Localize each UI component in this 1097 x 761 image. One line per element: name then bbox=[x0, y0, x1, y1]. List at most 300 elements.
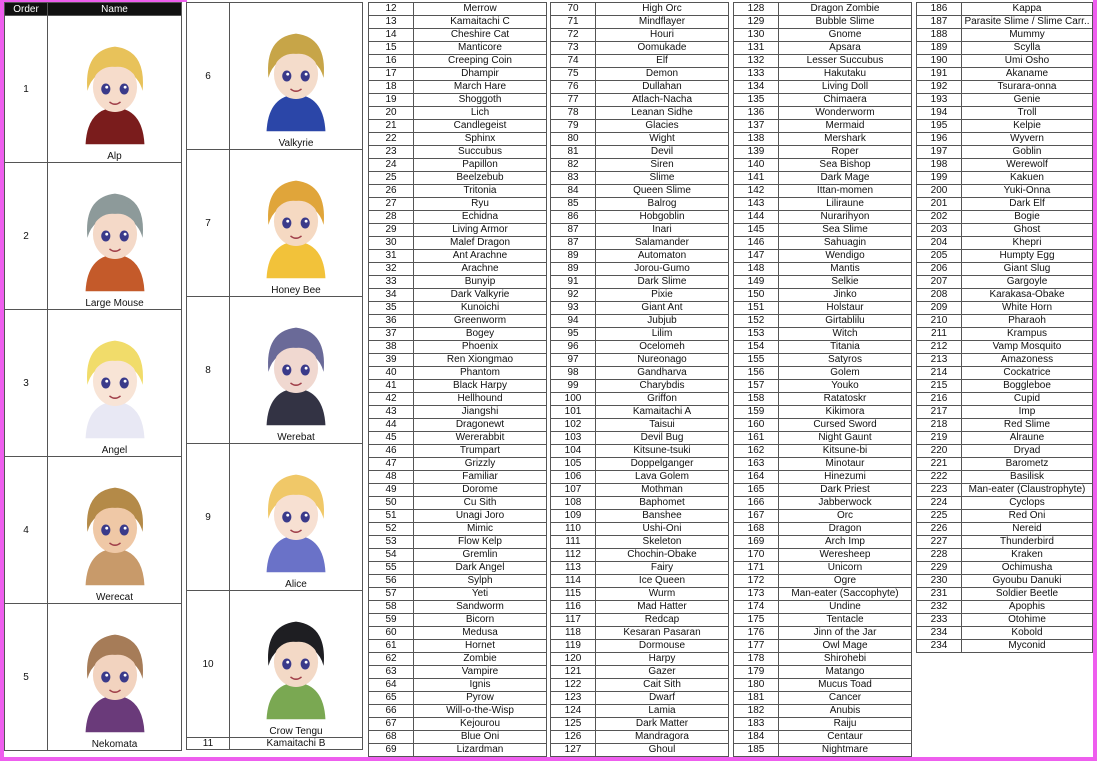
ranking-row bbox=[369, 55, 547, 68]
monster-name: Pixie bbox=[596, 289, 729, 302]
rank-number: 195 bbox=[917, 120, 962, 133]
portrait-eye-shine bbox=[286, 367, 289, 370]
monster-name: Humpty Egg bbox=[962, 250, 1093, 263]
ranking-row bbox=[551, 614, 729, 627]
rank-number: 60 bbox=[369, 627, 414, 640]
character-cell bbox=[230, 591, 363, 738]
monster-name: Wererabbit bbox=[414, 432, 547, 445]
rank-number: 139 bbox=[734, 146, 779, 159]
ranking-row bbox=[734, 328, 912, 341]
portrait-left-eye bbox=[101, 377, 110, 388]
monster-name: Dwarf bbox=[596, 692, 729, 705]
ranking-row bbox=[551, 705, 729, 718]
rank-number: 97 bbox=[551, 354, 596, 367]
rank-number: 61 bbox=[369, 640, 414, 653]
ranking-row bbox=[734, 250, 912, 263]
character-name: Werebat bbox=[230, 432, 362, 443]
ranking-row bbox=[551, 29, 729, 42]
monster-name: Umi Osho bbox=[962, 55, 1093, 68]
monster-name: Cancer bbox=[779, 692, 912, 705]
character-cell bbox=[230, 3, 363, 150]
ranking-row bbox=[917, 328, 1093, 341]
monster-name: Wendigo bbox=[779, 250, 912, 263]
portrait-eye-shine bbox=[305, 661, 308, 664]
portrait-right-eye bbox=[301, 364, 310, 375]
ranking-row bbox=[734, 211, 912, 224]
rank-number: 113 bbox=[551, 562, 596, 575]
monster-name: Kamaitachi C bbox=[414, 16, 547, 29]
ranking-row bbox=[369, 718, 547, 731]
monster-name: Kitsune-tsuki bbox=[596, 445, 729, 458]
rank-number: 4 bbox=[5, 457, 48, 604]
ranking-row bbox=[369, 120, 547, 133]
monster-name: Girtablilu bbox=[779, 315, 912, 328]
ranking-row bbox=[5, 457, 182, 604]
monster-name: Lich bbox=[414, 107, 547, 120]
monster-name: Siren bbox=[596, 159, 729, 172]
monster-name: High Orc bbox=[596, 3, 729, 16]
ranking-row bbox=[734, 159, 912, 172]
ranking-row bbox=[369, 640, 547, 653]
ranking-row bbox=[917, 510, 1093, 523]
ranking-row bbox=[369, 458, 547, 471]
ranking-row bbox=[369, 575, 547, 588]
portrait-eye-shine bbox=[105, 527, 108, 530]
ranking-row bbox=[734, 536, 912, 549]
rank-number: 176 bbox=[734, 627, 779, 640]
monster-name: Ryu bbox=[414, 198, 547, 211]
ranking-row bbox=[187, 591, 363, 738]
rank-number: 77 bbox=[551, 94, 596, 107]
rank-number: 3 bbox=[5, 310, 48, 457]
rank-number: 164 bbox=[734, 471, 779, 484]
monster-name: Merrow bbox=[414, 3, 547, 16]
monster-name: Banshee bbox=[596, 510, 729, 523]
portrait-body bbox=[85, 107, 144, 144]
monster-name: Apsara bbox=[779, 42, 912, 55]
monster-name: Mantis bbox=[779, 263, 912, 276]
rank-number: 89 bbox=[551, 263, 596, 276]
monster-name: Khepri bbox=[962, 237, 1093, 250]
monster-name: Pyrow bbox=[414, 692, 547, 705]
rank-number: 121 bbox=[551, 666, 596, 679]
ranking-row bbox=[734, 432, 912, 445]
rank-number: 28 bbox=[369, 211, 414, 224]
portrait-eye-shine bbox=[105, 86, 108, 89]
ranking-row bbox=[917, 536, 1093, 549]
rank-number: 87 bbox=[551, 237, 596, 250]
monster-name: Sandworm bbox=[414, 601, 547, 614]
portrait-eye-shine bbox=[123, 527, 126, 530]
ranking-row bbox=[369, 588, 547, 601]
rank-number: 14 bbox=[369, 29, 414, 42]
character-name: Kamaitachi B bbox=[230, 738, 363, 750]
monster-name: Ocelomeh bbox=[596, 341, 729, 354]
ranking-row bbox=[5, 310, 182, 457]
rank-number: 178 bbox=[734, 653, 779, 666]
monster-name: Chimaera bbox=[779, 94, 912, 107]
rank-number: 214 bbox=[917, 367, 962, 380]
rank-number: 146 bbox=[734, 237, 779, 250]
ranking-row bbox=[551, 731, 729, 744]
ranking-row bbox=[917, 406, 1093, 419]
illustrated-ranking-right bbox=[186, 2, 363, 750]
rank-number: 19 bbox=[369, 94, 414, 107]
ranking-row bbox=[734, 575, 912, 588]
rank-number: 54 bbox=[369, 549, 414, 562]
ranking-row bbox=[734, 68, 912, 81]
rank-number: 208 bbox=[917, 289, 962, 302]
character-name: Werecat bbox=[48, 592, 181, 603]
ranking-row bbox=[734, 172, 912, 185]
ranking-row bbox=[551, 133, 729, 146]
rank-number: 7 bbox=[187, 150, 230, 297]
ranking-row bbox=[369, 484, 547, 497]
monster-name: Living Armor bbox=[414, 224, 547, 237]
ranking-row bbox=[551, 653, 729, 666]
monster-name: Boggleboe bbox=[962, 380, 1093, 393]
ranking-row bbox=[551, 471, 729, 484]
ranking-row bbox=[551, 562, 729, 575]
rank-number: 67 bbox=[369, 718, 414, 731]
rank-number: 152 bbox=[734, 315, 779, 328]
rank-number: 100 bbox=[551, 393, 596, 406]
rank-number: 180 bbox=[734, 679, 779, 692]
rank-number: 163 bbox=[734, 458, 779, 471]
rank-number: 50 bbox=[369, 497, 414, 510]
ranking-row bbox=[551, 224, 729, 237]
monster-name: Malef Dragon bbox=[414, 237, 547, 250]
ranking-row bbox=[734, 380, 912, 393]
character-name: Alp bbox=[48, 151, 181, 162]
ranking-row bbox=[551, 107, 729, 120]
rank-number: 201 bbox=[917, 198, 962, 211]
portrait-body bbox=[267, 241, 326, 278]
character-name: Alice bbox=[230, 579, 362, 590]
rank-number: 119 bbox=[551, 640, 596, 653]
ranking-header bbox=[4, 2, 182, 16]
monster-name: Hornet bbox=[414, 640, 547, 653]
ranking-row bbox=[734, 289, 912, 302]
monster-name: Raiju bbox=[779, 718, 912, 731]
rank-number: 117 bbox=[551, 614, 596, 627]
monster-name: Selkie bbox=[779, 276, 912, 289]
monster-name: Grizzly bbox=[414, 458, 547, 471]
monster-name: Jiangshi bbox=[414, 406, 547, 419]
ranking-row bbox=[551, 458, 729, 471]
monster-name: Mucus Toad bbox=[779, 679, 912, 692]
monster-name: Flow Kelp bbox=[414, 536, 547, 549]
monster-name: Gandharva bbox=[596, 367, 729, 380]
monster-name: Kamaitachi A bbox=[596, 406, 729, 419]
monster-name: Yuki-Onna bbox=[962, 185, 1093, 198]
rank-number: 204 bbox=[917, 237, 962, 250]
monster-name: Dormouse bbox=[596, 640, 729, 653]
rank-number: 165 bbox=[734, 484, 779, 497]
rank-number: 26 bbox=[369, 185, 414, 198]
ranking-row bbox=[917, 393, 1093, 406]
ranking-row bbox=[917, 484, 1093, 497]
page-frame-bottom bbox=[0, 757, 1097, 761]
monster-name: Basilisk bbox=[962, 471, 1093, 484]
ranking-row bbox=[551, 198, 729, 211]
ranking-row bbox=[917, 302, 1093, 315]
ranking-row bbox=[551, 601, 729, 614]
monster-name: Cupid bbox=[962, 393, 1093, 406]
ranking-row bbox=[734, 315, 912, 328]
portrait-body bbox=[85, 548, 144, 585]
monster-name: Cockatrice bbox=[962, 367, 1093, 380]
rank-number: 48 bbox=[369, 471, 414, 484]
rank-number: 51 bbox=[369, 510, 414, 523]
ranking-row bbox=[734, 562, 912, 575]
rank-number: 135 bbox=[734, 94, 779, 107]
rank-number: 17 bbox=[369, 68, 414, 81]
ranking-row bbox=[187, 3, 363, 150]
rank-number: 221 bbox=[917, 458, 962, 471]
rank-number: 111 bbox=[551, 536, 596, 549]
rank-number: 1 bbox=[5, 16, 48, 163]
portrait-right-eye bbox=[119, 377, 128, 388]
character-name: Honey Bee bbox=[230, 285, 362, 296]
monster-name: Creeping Coin bbox=[414, 55, 547, 68]
rank-number: 47 bbox=[369, 458, 414, 471]
rank-number: 160 bbox=[734, 419, 779, 432]
rank-number: 132 bbox=[734, 55, 779, 68]
ranking-row bbox=[369, 510, 547, 523]
rank-number: 172 bbox=[734, 575, 779, 588]
monster-name: Youko bbox=[779, 380, 912, 393]
monster-name: Thunderbird bbox=[962, 536, 1093, 549]
monster-name: Dhampir bbox=[414, 68, 547, 81]
rank-number: 91 bbox=[551, 276, 596, 289]
character-portrait bbox=[69, 463, 161, 597]
rank-number: 87 bbox=[551, 224, 596, 237]
ranking-row bbox=[551, 289, 729, 302]
ranking-row bbox=[734, 718, 912, 731]
ranking-row bbox=[734, 120, 912, 133]
ranking-row bbox=[917, 42, 1093, 55]
ranking-row bbox=[551, 666, 729, 679]
monster-name: White Horn bbox=[962, 302, 1093, 315]
rank-number: 169 bbox=[734, 536, 779, 549]
ranking-row bbox=[734, 224, 912, 237]
rank-number: 148 bbox=[734, 263, 779, 276]
monster-name: Nightmare bbox=[779, 744, 912, 757]
monster-name: Tsurara-onna bbox=[962, 81, 1093, 94]
ranking-row bbox=[917, 263, 1093, 276]
rank-number: 226 bbox=[917, 523, 962, 536]
monster-name: Satyros bbox=[779, 354, 912, 367]
portrait-eye-shine bbox=[105, 674, 108, 677]
rank-number: 187 bbox=[917, 16, 962, 29]
rank-number: 189 bbox=[917, 42, 962, 55]
monster-name: Black Harpy bbox=[414, 380, 547, 393]
monster-name: Demon bbox=[596, 68, 729, 81]
ranking-row bbox=[917, 523, 1093, 536]
rank-number: 8 bbox=[187, 297, 230, 444]
monster-name: Holstaur bbox=[779, 302, 912, 315]
rank-number: 76 bbox=[551, 81, 596, 94]
rank-number: 71 bbox=[551, 16, 596, 29]
ranking-row bbox=[5, 604, 182, 751]
rank-number: 142 bbox=[734, 185, 779, 198]
rank-number: 202 bbox=[917, 211, 962, 224]
rank-number: 70 bbox=[551, 3, 596, 16]
monster-name: Bogie bbox=[962, 211, 1093, 224]
ranking-row bbox=[917, 107, 1093, 120]
rank-number: 45 bbox=[369, 432, 414, 445]
monster-name: Kesaran Pasaran bbox=[596, 627, 729, 640]
ranking-row bbox=[551, 250, 729, 263]
rank-number: 227 bbox=[917, 536, 962, 549]
portrait-eye-shine bbox=[123, 86, 126, 89]
rank-number: 225 bbox=[917, 510, 962, 523]
rank-number: 167 bbox=[734, 510, 779, 523]
monster-name: Phantom bbox=[414, 367, 547, 380]
rank-number: 181 bbox=[734, 692, 779, 705]
ranking-row bbox=[734, 185, 912, 198]
rank-number: 155 bbox=[734, 354, 779, 367]
ranking-row bbox=[917, 471, 1093, 484]
rank-number: 95 bbox=[551, 328, 596, 341]
rank-number: 21 bbox=[369, 120, 414, 133]
portrait-eye-shine bbox=[123, 380, 126, 383]
rank-number: 72 bbox=[551, 29, 596, 42]
monster-name: Minotaur bbox=[779, 458, 912, 471]
rank-number: 170 bbox=[734, 549, 779, 562]
portrait-left-eye bbox=[101, 524, 110, 535]
portrait-right-eye bbox=[119, 671, 128, 682]
monster-name: Witch bbox=[779, 328, 912, 341]
monster-name: Arch Imp bbox=[779, 536, 912, 549]
portrait-eye-shine bbox=[286, 73, 289, 76]
rank-number: 140 bbox=[734, 159, 779, 172]
character-portrait bbox=[69, 610, 161, 744]
monster-name: Cursed Sword bbox=[779, 419, 912, 432]
rank-number: 68 bbox=[369, 731, 414, 744]
ranking-row bbox=[369, 679, 547, 692]
portrait-eye-shine bbox=[305, 367, 308, 370]
ranking-row bbox=[917, 341, 1093, 354]
character-name: Nekomata bbox=[48, 739, 181, 750]
ranking-row bbox=[917, 55, 1093, 68]
ranking-list-2 bbox=[550, 2, 729, 757]
portrait-eye-shine bbox=[305, 514, 308, 517]
ranking-row bbox=[917, 237, 1093, 250]
monster-name: Sphinx bbox=[414, 133, 547, 146]
ranking-row bbox=[369, 185, 547, 198]
rank-number: 57 bbox=[369, 588, 414, 601]
ranking-row bbox=[369, 380, 547, 393]
character-portrait bbox=[69, 316, 161, 450]
monster-name: Mandragora bbox=[596, 731, 729, 744]
rank-number: 136 bbox=[734, 107, 779, 120]
rank-number: 52 bbox=[369, 523, 414, 536]
rank-number: 105 bbox=[551, 458, 596, 471]
monster-name: Beelzebub bbox=[414, 172, 547, 185]
rank-number: 200 bbox=[917, 185, 962, 198]
monster-name: Krampus bbox=[962, 328, 1093, 341]
ranking-row bbox=[551, 42, 729, 55]
portrait-right-eye bbox=[301, 658, 310, 669]
monster-name: Cait Sith bbox=[596, 679, 729, 692]
monster-name: Chochin-Obake bbox=[596, 549, 729, 562]
monster-name: Phoenix bbox=[414, 341, 547, 354]
ranking-row bbox=[187, 150, 363, 297]
rank-number: 22 bbox=[369, 133, 414, 146]
monster-name: Centaur bbox=[779, 731, 912, 744]
rank-number: 206 bbox=[917, 263, 962, 276]
rank-number: 42 bbox=[369, 393, 414, 406]
ranking-row bbox=[369, 653, 547, 666]
rank-number: 66 bbox=[369, 705, 414, 718]
monster-name: Dark Elf bbox=[962, 198, 1093, 211]
portrait-body bbox=[85, 401, 144, 438]
ranking-row bbox=[734, 523, 912, 536]
ranking-row bbox=[917, 198, 1093, 211]
monster-name: Leanan Sidhe bbox=[596, 107, 729, 120]
ranking-row bbox=[551, 419, 729, 432]
portrait-left-eye bbox=[101, 230, 110, 241]
portrait-left-eye bbox=[101, 671, 110, 682]
monster-name: Kraken bbox=[962, 549, 1093, 562]
ranking-row bbox=[5, 16, 182, 163]
rank-number: 6 bbox=[187, 3, 230, 150]
ranking-row bbox=[369, 276, 547, 289]
monster-name: Inari bbox=[596, 224, 729, 237]
portrait-eye-shine bbox=[105, 380, 108, 383]
ranking-row bbox=[369, 523, 547, 536]
ranking-row bbox=[734, 510, 912, 523]
ranking-row bbox=[551, 3, 729, 16]
ranking-row bbox=[917, 159, 1093, 172]
monster-name: Lava Golem bbox=[596, 471, 729, 484]
monster-name: Hinezumi bbox=[779, 471, 912, 484]
monster-name: Succubus bbox=[414, 146, 547, 159]
ranking-row bbox=[369, 211, 547, 224]
rank-number: 192 bbox=[917, 81, 962, 94]
rank-number: 168 bbox=[734, 523, 779, 536]
monster-name: Ant Arachne bbox=[414, 250, 547, 263]
monster-name: Living Doll bbox=[779, 81, 912, 94]
ranking-row bbox=[551, 237, 729, 250]
rank-number: 222 bbox=[917, 471, 962, 484]
monster-name: Ogre bbox=[779, 575, 912, 588]
rank-number: 213 bbox=[917, 354, 962, 367]
ranking-row bbox=[369, 263, 547, 276]
monster-name: Jinn of the Jar bbox=[779, 627, 912, 640]
monster-name: Dragonewt bbox=[414, 419, 547, 432]
monster-name: Kelpie bbox=[962, 120, 1093, 133]
ranking-row bbox=[369, 133, 547, 146]
monster-name: Wonderworm bbox=[779, 107, 912, 120]
monster-name: Cyclops bbox=[962, 497, 1093, 510]
portrait-right-eye bbox=[301, 511, 310, 522]
ranking-row bbox=[551, 484, 729, 497]
ranking-row bbox=[734, 471, 912, 484]
rank-number: 207 bbox=[917, 276, 962, 289]
monster-name: Hobgoblin bbox=[596, 211, 729, 224]
character-name: Crow Tengu bbox=[230, 726, 362, 737]
rank-number: 20 bbox=[369, 107, 414, 120]
monster-name: Bunyip bbox=[414, 276, 547, 289]
rank-number: 173 bbox=[734, 588, 779, 601]
monster-name: Dark Valkyrie bbox=[414, 289, 547, 302]
monster-name: Roper bbox=[779, 146, 912, 159]
ranking-row bbox=[369, 107, 547, 120]
character-name: Angel bbox=[48, 445, 181, 456]
